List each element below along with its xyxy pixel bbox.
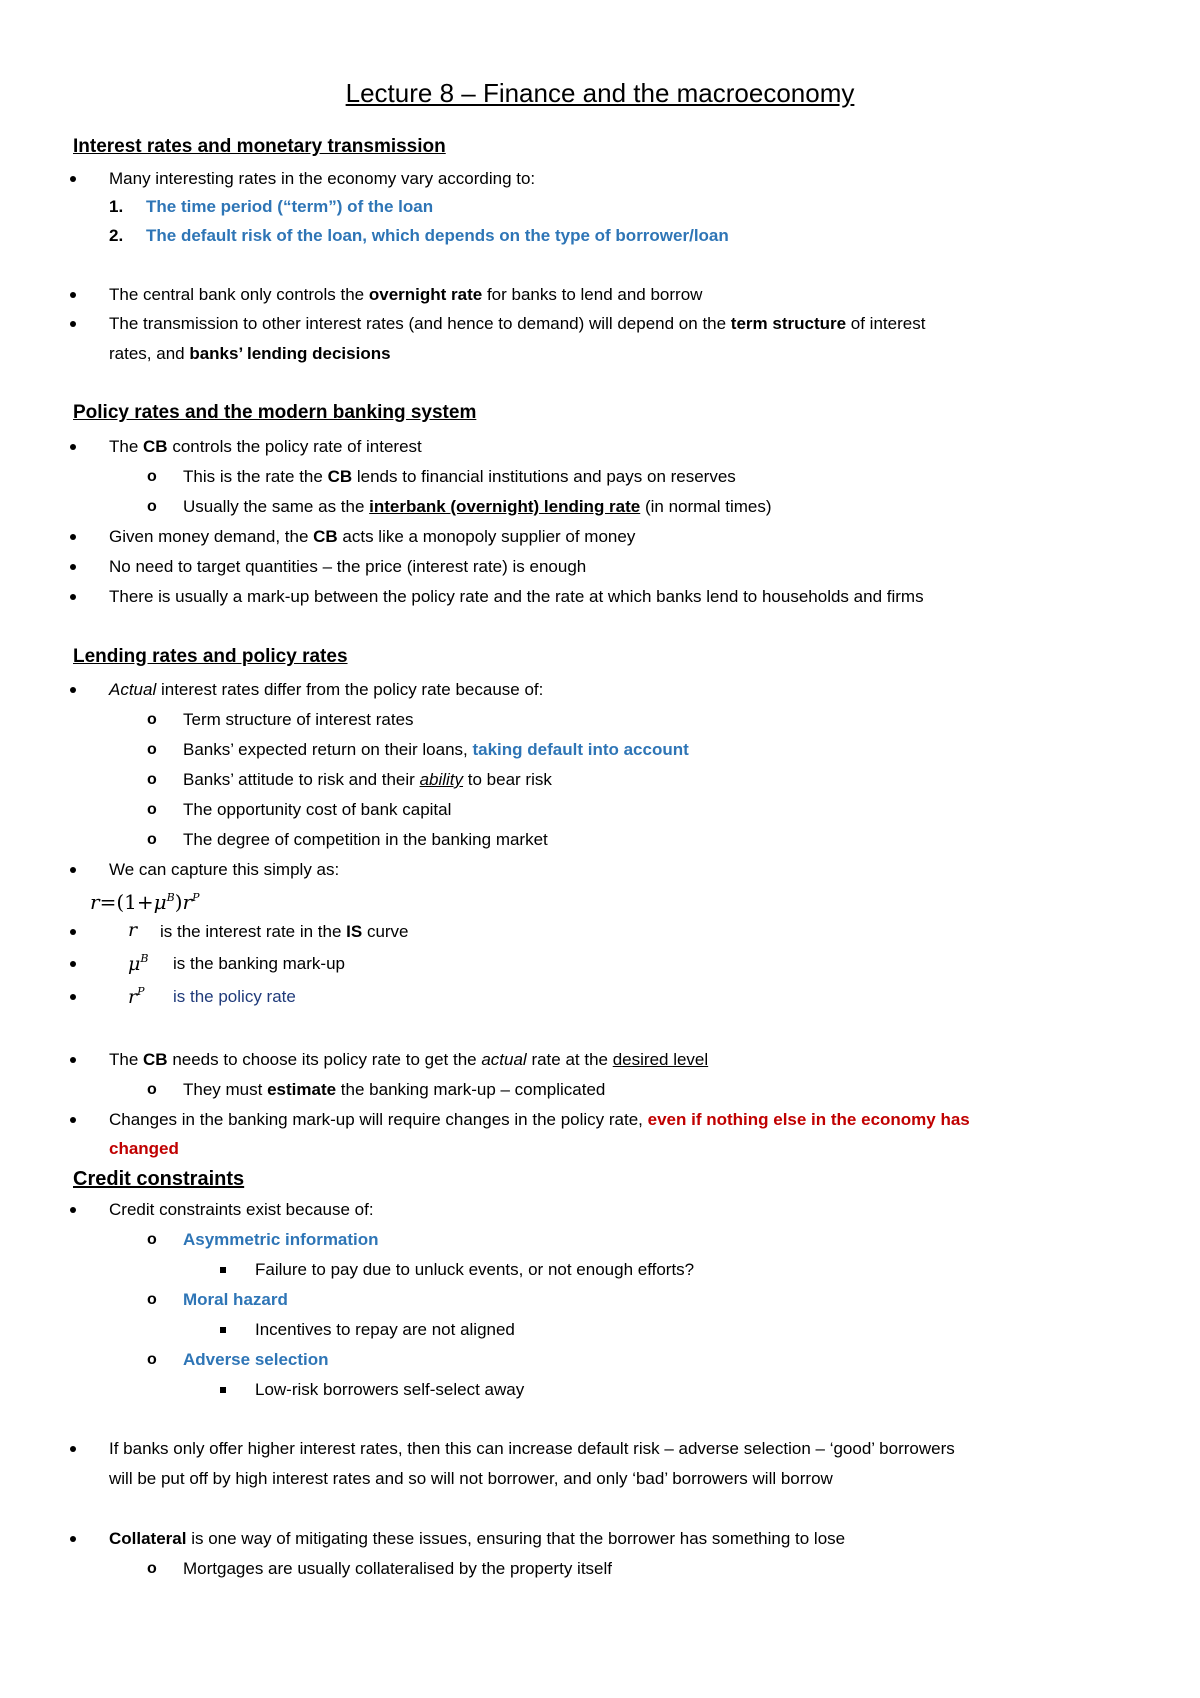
sub-bullet-text: Asymmetric information [183, 1230, 379, 1249]
bullet-text: The CB controls the policy rate of interest [109, 437, 422, 456]
bullet-text-continued: changed [109, 1139, 179, 1158]
sub-bullet-text: Usually the same as the interbank (overnight) lending rate (in normal times) [183, 497, 772, 516]
sub-sub-bullet-text: Incentives to repay are not aligned [255, 1320, 515, 1339]
equation: $r=(1+\mu^B)r^P$ [90, 890, 200, 914]
bullet-icon [70, 1207, 76, 1213]
sub-bullet-text: They must estimate the banking mark-up – complicated [183, 1080, 606, 1099]
bullet-icon [70, 564, 76, 570]
bullet-text: The CB needs to choose its policy rate to get the actual rate at the desired level [109, 1050, 709, 1069]
square-bullet-icon [220, 1267, 226, 1273]
heading-policy-rates: Policy rates and the modern banking system [73, 402, 477, 423]
bullet-text: If banks only offer higher interest rates, then this can increase default risk – adverse selection – ‘good’ borrowers [109, 1439, 955, 1458]
bullet-text: is the banking mark-up [173, 954, 345, 973]
bullet-text: Many interesting rates in the economy vary according to: [109, 169, 536, 188]
bullet-text: is the policy rate [173, 987, 296, 1006]
bullet-icon [70, 1446, 76, 1452]
bullet-text: No need to target quantities – the price (interest rate) is enough [109, 557, 587, 576]
sub-bullet-text: Banks’ expected return on their loans, taking default into account [183, 740, 689, 759]
bullet-text: is the interest rate in the IS curve [160, 922, 409, 941]
bullet-icon [70, 994, 76, 1000]
bullet-text-continued: rates, and banks’ lending decisions [109, 344, 391, 363]
sub-bullet-text: Banks’ attitude to risk and their ability to bear risk [183, 770, 552, 789]
list-number: 1. [109, 197, 124, 216]
bullet-icon [70, 321, 76, 327]
sub-bullet-icon: o [147, 468, 157, 485]
bullet-text: Changes in the banking mark-up will require changes in the policy rate, even if nothing else in the economy has [109, 1110, 970, 1129]
bullet-icon [70, 292, 76, 298]
bullet-text: We can capture this simply as: [109, 860, 340, 879]
heading-credit-constraints: Credit constraints [73, 1168, 245, 1190]
heading-interest-rates: Interest rates and monetary transmission [73, 136, 446, 157]
sub-bullet-text: Moral hazard [183, 1290, 288, 1309]
sub-sub-bullet-text: Low-risk borrowers self-select away [255, 1380, 525, 1399]
sub-bullet-icon: o [147, 1231, 157, 1248]
bullet-text: The transmission to other interest rates (and hence to demand) will depend on the term structure of interest [109, 314, 926, 333]
bullet-icon [70, 687, 76, 693]
bullet-icon [70, 534, 76, 540]
square-bullet-icon [220, 1327, 226, 1333]
sub-bullet-text: Mortgages are usually collateralised by the property itself [183, 1559, 612, 1578]
bullet-icon [70, 1057, 76, 1063]
sub-bullet-icon: o [147, 1560, 157, 1577]
bullet-text: Given money demand, the CB acts like a monopoly supplier of money [109, 527, 636, 546]
sub-bullet-icon: o [147, 1081, 157, 1098]
symbol-r-p: $r^P$ [128, 985, 145, 1008]
numbered-item: The time period (“term”) of the loan [146, 197, 434, 216]
sub-bullet-text: Term structure of interest rates [183, 710, 414, 729]
sub-sub-bullet-text: Failure to pay due to unluck events, or not enough efforts? [255, 1260, 695, 1279]
sub-bullet-text: Adverse selection [183, 1350, 329, 1369]
sub-bullet-text: This is the rate the CB lends to financial institutions and pays on reserves [183, 467, 736, 486]
heading-lending-rates: Lending rates and policy rates [73, 646, 348, 667]
sub-bullet-text: The opportunity cost of bank capital [183, 800, 452, 819]
bullet-icon [70, 1536, 76, 1542]
sub-bullet-text: The degree of competition in the banking market [183, 830, 548, 849]
symbol-r: r [128, 919, 138, 941]
bullet-icon [70, 444, 76, 450]
bullet-text: Actual interest rates differ from the policy rate because of: [109, 680, 544, 699]
sub-bullet-icon: o [147, 801, 157, 818]
bullet-text: The central bank only controls the overnight rate for banks to lend and borrow [109, 285, 703, 304]
bullet-icon [70, 867, 76, 873]
bullet-icon [70, 594, 76, 600]
sub-bullet-icon: o [147, 711, 157, 728]
bullet-icon [70, 929, 76, 935]
bullet-icon [70, 176, 76, 182]
page-title: Lecture 8 – Finance and the macroeconomy [345, 78, 855, 108]
list-number: 2. [109, 226, 124, 245]
sub-bullet-icon: o [147, 1351, 157, 1368]
sub-bullet-icon: o [147, 831, 157, 848]
bullet-text-continued: will be put off by high interest rates and so will not borrower, and only ‘bad’ borrowers will borrow [109, 1469, 833, 1488]
numbered-item: The default risk of the loan, which depends on the type of borrower/loan [146, 226, 729, 245]
sub-bullet-icon: o [147, 498, 157, 515]
bullet-text: Collateral is one way of mitigating these issues, ensuring that the borrower has something to lose [109, 1529, 846, 1548]
sub-bullet-icon: o [147, 1291, 157, 1308]
bullet-text: There is usually a mark-up between the policy rate and the rate at which banks lend to households and firms [109, 587, 924, 606]
bullet-icon [70, 1117, 76, 1123]
sub-bullet-icon: o [147, 741, 157, 758]
square-bullet-icon [220, 1387, 226, 1393]
sub-bullet-icon: o [147, 771, 157, 788]
bullet-text: Credit constraints exist because of: [109, 1200, 374, 1219]
symbol-mu-b: $\mu^B$ [128, 952, 149, 975]
bullet-icon [70, 961, 76, 967]
